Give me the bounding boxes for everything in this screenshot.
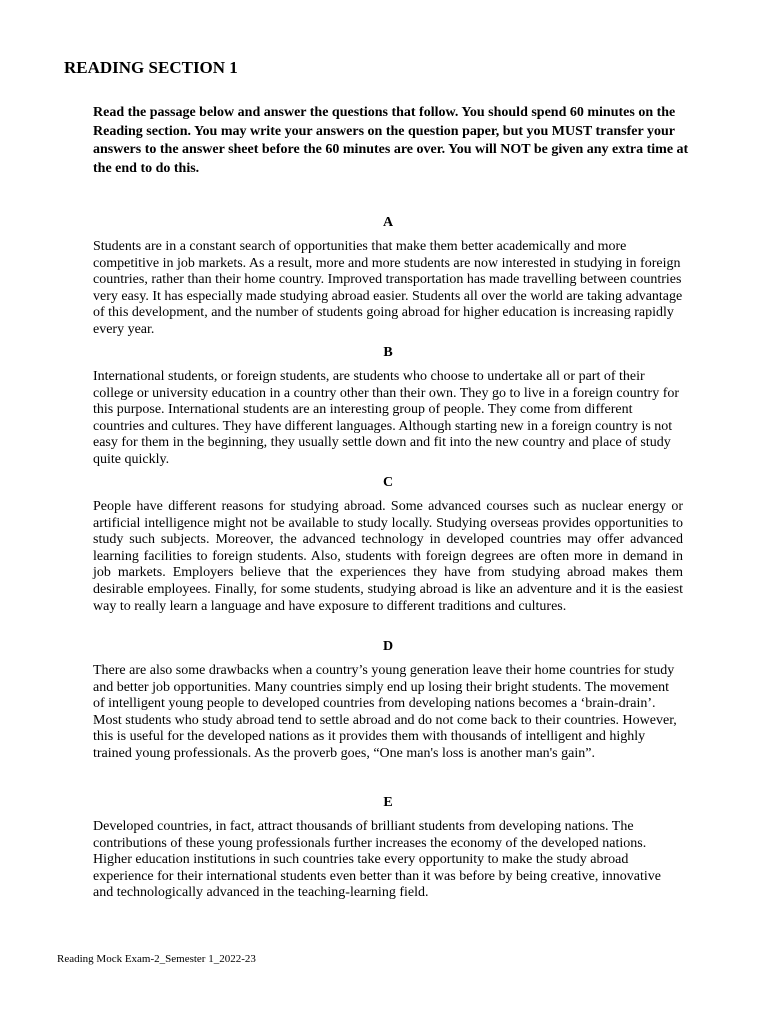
paragraph-letter: B (383, 345, 393, 360)
paragraph-letter: D (382, 639, 394, 654)
page-footer: Reading Mock Exam-2_Semester 1_2022-23 (57, 953, 256, 965)
paragraph-text: International students, or foreign students, are students who choose to undertake all or part of their college or university education in a country other than their own. They go to live in a foreign country for this purpose. International students are an interesting group of people. They come from different countries and cultures. They have different languages. Although starting new in a foreign country is not easy for them in the beginning, they usually settle down and fit into the new country and place of study quite quickly. (93, 369, 680, 467)
instructions: Read the passage below and answer the questions that follow. You should spend 60 minutes on the Reading section. You may write your answers on the question paper, but you MUST transfer your answers to the answer sheet before the 60 minutes are over. You will NOT be given any extra time at the end to do this. (93, 105, 689, 176)
paragraph-b (93, 345, 683, 469)
paragraph-text: Students are in a constant search of opportunities that make them better academically and more competitive in job markets. As a result, more and more students are now interested in studying in foreign countries, rather than their home country. Improved transportation has made travelling between countries very easy. It has especially made studying abroad easier. Students all over the world are taking advantage of this development, and the number of students going abroad for higher education is increasing rapidly every year. (93, 239, 683, 337)
paragraph-text: People have different reasons for studying abroad. Some advanced courses such as nuclear energy or artificial intelligence might not be available to study locally. Studying overseas provides opportunities to study such subjects. Moreover, the advanced technology in developed countries may offer advanced learning facilities to foreign students. Also, students with foreign degrees are often more in demand in job markets. Employers believe that the experiences they have from studying abroad makes them desirable employees. Finally, for some students, studying abroad is like an adventure and it is the easiest way to really learn a language and have exposure to different traditions and cultures. (93, 499, 683, 614)
paragraph-d (93, 639, 683, 763)
paragraph-e (93, 795, 683, 902)
paragraph-letter: E (383, 795, 393, 810)
paragraph-letter: A (382, 215, 394, 230)
paragraph-text: There are also some drawbacks when a country’s young generation leave their home countries for study and better job opportunities. Many countries simply end up losing their bright students. The movement of intelligent young people to developed countries from developing nations becomes a ‘brain-drain’. Most students who study abroad tend to settle abroad and do not come back to their countries. However, this is useful for the developed nations as it provides them with thousands of intelligent and highly trained young professionals. As the proverb goes, “One man's loss is another man's gain”. (93, 663, 677, 761)
paragraph-a (93, 215, 683, 339)
section-title: READING SECTION 1 (64, 58, 238, 77)
paragraph-text: Developed countries, in fact, attract thousands of brilliant students from developing nations. The contributions of these young professionals further increases the economy of the developed nations. Higher education institutions in such countries take every opportunity to make the study abroad experience for their international students even better than it was before by being creative, innovative and technologically advanced in the teaching-learning field. (93, 819, 661, 901)
paragraph-letter: C (382, 475, 394, 490)
paragraph-c (93, 475, 683, 615)
